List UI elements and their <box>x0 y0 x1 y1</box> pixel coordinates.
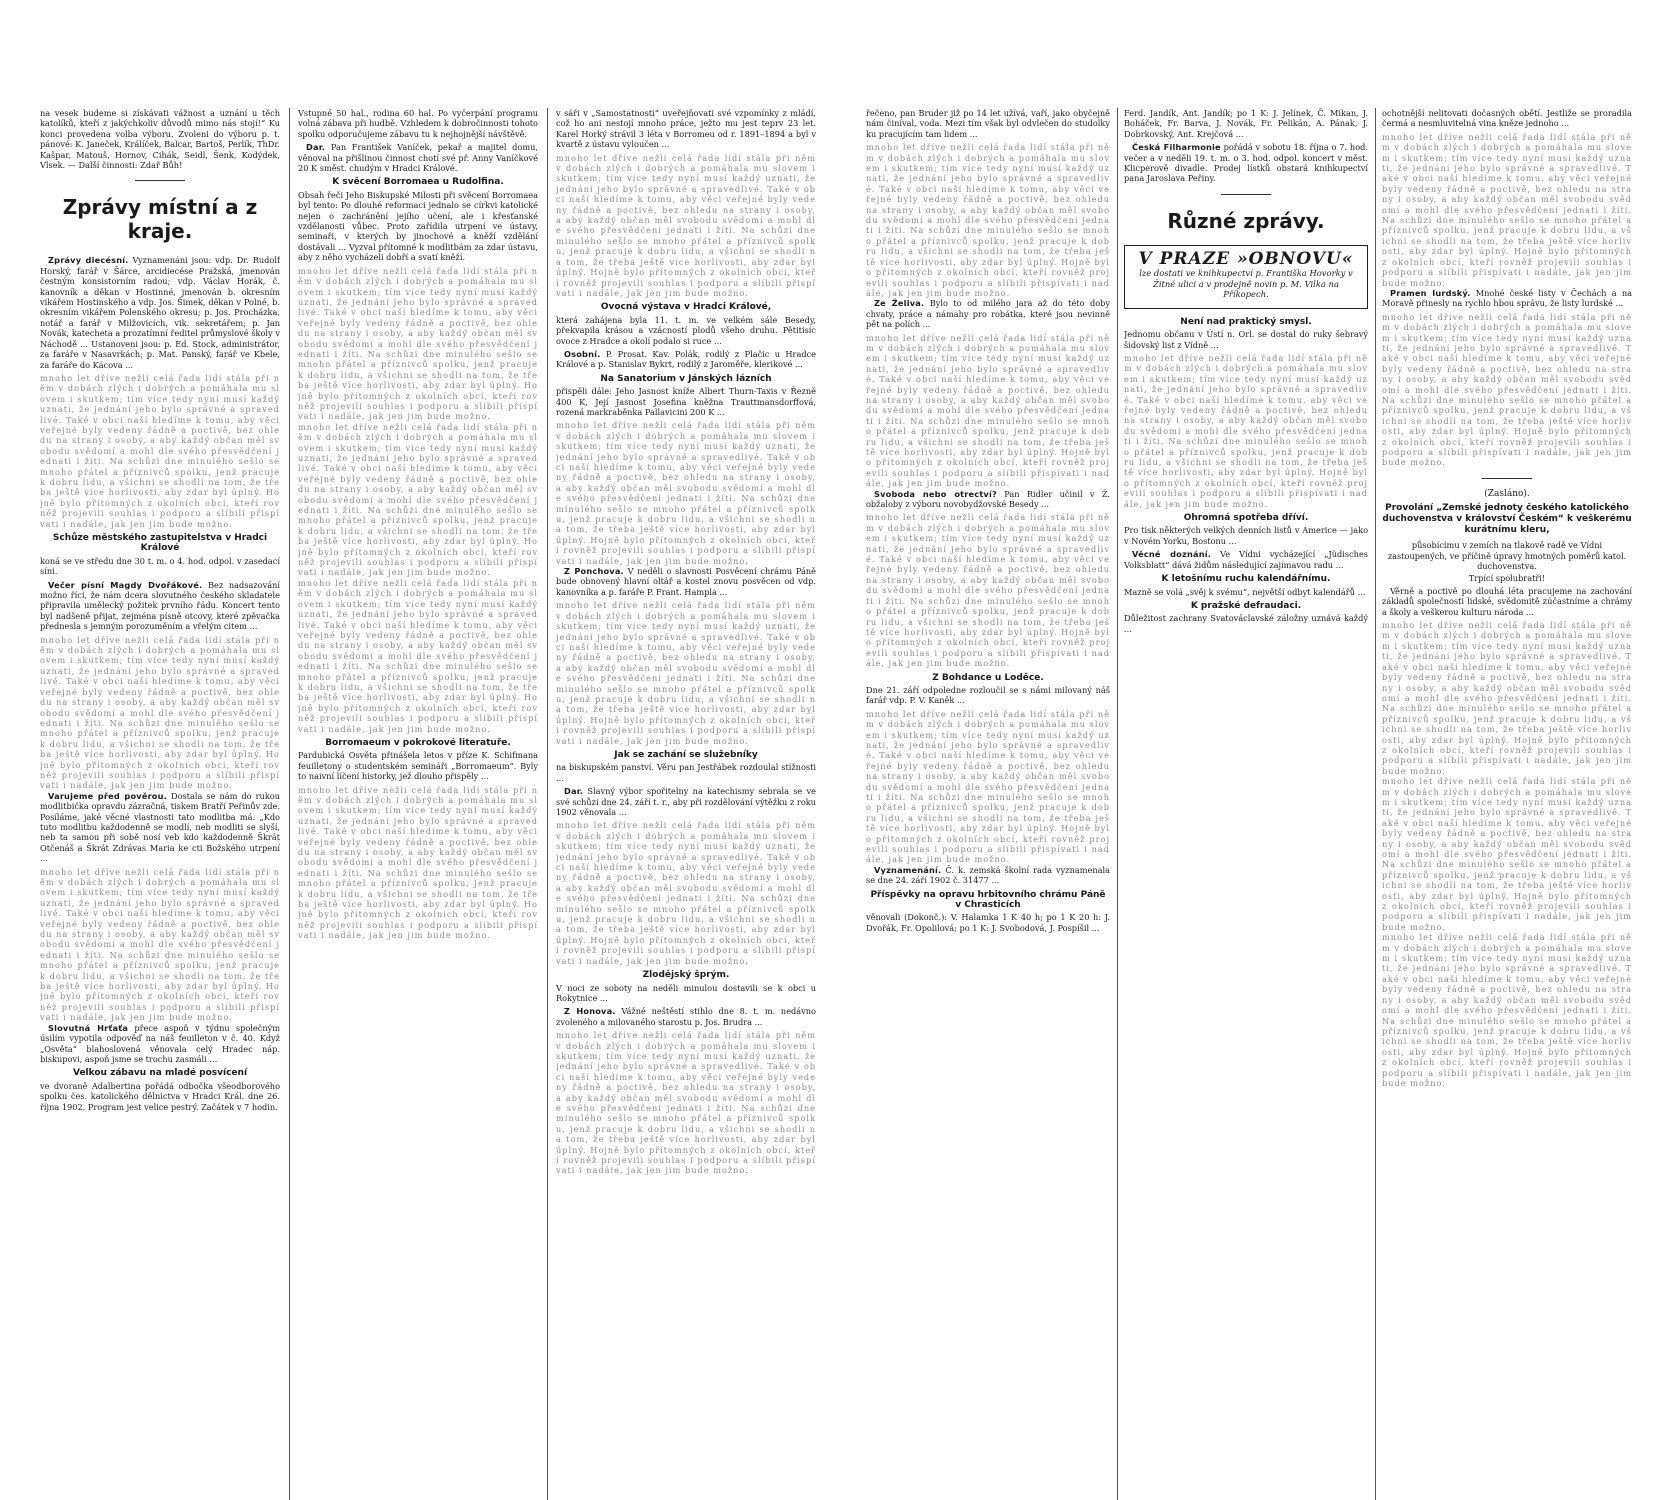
article-svoboda <box>866 489 1110 510</box>
filler-text: mnoho let dříve nežli celá řada lidí stála při něm v dobách zlých i dobrých a pomáhala mu slovem i skutkem; tím více tedy nyní musí každý uznati, že jednání jeho bylo správné a spravedlivé. Také v obci naší hledíme k tomu, aby věci veřejné byly vedeny řádně a poctivě, bez ohledu na strany i osoby, a aby každý občan měl svobodu svědomí a mohl dle svého přesvědčení jednati i žíti. Na schůzi dne minulého sešlo se mnoho přátel a příznivců spolku, jenž pracuje k dobru lidu, a všichni se shodli na tom, že třeba ještě více horlivosti, aby zdar byl úplný. Hojně bylo přítomných z okolních obcí, kteří rovněž projevili souhlas i podporu a slíbili přispívati i nadále, jak jen jim bude možno. <box>556 420 816 566</box>
column-rule <box>1117 108 1118 1500</box>
article-heading: Zprávy diecésní. <box>48 255 129 266</box>
filler-text: mnoho let dříve nežli celá řada lidí stála při něm v dobách zlých i dobrých a pomáhala mu slovem i skutkem; tím více tedy nyní musí každý uznati, že jednání jeho bylo správné a spravedlivé. Také v obci naší hledíme k tomu, aby věci veřejné byly vedeny řádně a poctivě, bez ohledu na strany i osoby, a aby každý občan měl svobodu svědomí a mohl dle svého přesvědčení jednati i žíti. Na schůzi dne minulého sešlo se mnoho přátel a příznivců spolku, jenž pracuje k dobru lidu, a všichni se shodli na tom, že třeba ještě více horlivosti, aby zdar byl úplný. Hojně bylo přítomných z okolních obcí, kteří rovněž projevili souhlas i podporu a slíbili přispívati i nadále, jak jen jim bude možno. <box>40 372 280 529</box>
article-body: V neděli o slavnosti Posvěcení chrámu Páně bude obnovený hlavní oltář a kostel znovu posvěcen od vdp. kanovníka a p. faráře P. Frant. Hampla ... <box>556 566 816 597</box>
article-heading: Večer písní Magdy Dvořákové. <box>48 579 203 590</box>
left-newspaper-page <box>40 108 816 1500</box>
article-heading: Dar. <box>564 786 584 797</box>
left-column-1 <box>40 108 280 1500</box>
article-body: P. Prosat. Kav. Polák, rodilý z Plačic u Hradce Králové a p. Stanislav Bykrt, rodilý z Jaroměře, klerikové ... <box>556 348 816 370</box>
divider <box>1221 194 1271 195</box>
article-body: pořádá v sobotu 18. října o 7. hod. večer a v neděli 19. t. m. o 3. hod. odpol. koncert v měst. Klicperově divadle. Prodej lístků obstará knihkupectví pana Jaroslava Peřiny. <box>1124 142 1368 184</box>
filler-text: mnoho let dříve nežli celá řada lidí stála při něm v dobách zlých i dobrých a pomáhala mu slovem i skutkem; tím více tedy nyní musí každý uznati, že jednání jeho bylo správné a spravedlivé. Také v obci naší hledíme k tomu, aby věci veřejné byly vedeny řádně a poctivě, bez ohledu na strany i osoby, a aby každý občan měl svobodu svědomí a mohl dle svého přesvědčení jednati i žíti. Na schůzi dne minulého sešlo se mnoho přátel a příznivců spolku, jenž pracuje k dobru lidu, a všichni se shodli na tom, že třeba ještě více horlivosti, aby zdar byl úplný. Hojně bylo přítomných z okolních obcí, kteří rovněž projevili souhlas i podporu a slíbili přispívati i nadále, jak jen jim bude možno. <box>1382 311 1632 468</box>
article-ponchova <box>556 566 816 597</box>
ad-headline: V PRAZE »OBNOVU« <box>1138 248 1354 269</box>
article-heading: Varujeme před pověrou. <box>48 790 167 801</box>
article-body: Pan František Vaníček, pekař a majitel domu, věnoval na přišlinou činnost chotí své př. Anny Vaníčkové 20 K směst. chudým v Hradci Králové. <box>298 142 538 174</box>
filler-text: mnoho let dříve nežli celá řada lidí stála při něm v dobách zlých i dobrých a pomáhala mu slovem i skutkem; tím více tedy nyní musí každý uznati, že jednání jeho bylo správné a spravedlivé. Také v obci naší hledíme k tomu, aby věci veřejné byly vedeny řádně a poctivě, bez ohledu na strany i osoby, a aby každý občan měl svobodu svědomí a mohl dle svého přesvědčení jednati i žíti. Na schůzi dne minulého sešlo se mnoho přátel a příznivců spolku, jenž pracuje k dobru lidu, a všichni se shodli na tom, že třeba ještě více horlivosti, aby zdar byl úplný. Hojně bylo přítomných z okolních obcí, kteří rovněž projevili souhlas i podporu a slíbili přispívati i nadále, jak jen jim bude možno. <box>866 332 1110 489</box>
ad-subtext: lze dostati ve knihkupectví p. Františka Hovorky v Žitné ulici a v prodejně novin p. M. Vilka na Příkopech. <box>1139 268 1353 300</box>
article-body: Důležitost zachrany Svatováclavské záložny uznává každý ... <box>1124 613 1368 634</box>
article-dar2 <box>556 786 816 817</box>
article-body: přece aspoň v týdnu společným úsilím vypotila odpověď na náš feuilleton v č. 40. Když „Osvěta“ blahoslovená věnovala celý Hradec náp. biskupovi, aspoň jsme se trochu zasmáli ... <box>40 1022 280 1064</box>
filler-text: mnoho let dříve nežli celá řada lidí stála při něm v dobách zlých i dobrých a pomáhala mu slovem i skutkem; tím více tedy nyní musí každý uznati, že jednání jeho bylo správné a spravedlivé. Také v obci naší hledíme k tomu, aby věci veřejné byly vedeny řádně a poctivě, bez ohledu na strany i osoby, a aby každý občan měl svobodu svědomí a mohl dle svého přesvědčení jednati i žíti. Na schůzi dne minulého sešlo se mnoho přátel a příznivců spolku, jenž pracuje k dobru lidu, a všichni se shodli na tom, že třeba ještě více horlivosti, aby zdar byl úplný. Hojně bylo přítomných z okolních obcí, kteří rovněž projevili souhlas i podporu a slíbili přispívati i nadále, jak jen jim bude možno. <box>556 1030 816 1176</box>
article-heading: Příspěvky na opravu hrbitovního chrámu Páně v Chrasticích <box>870 889 1106 911</box>
article-varujeme <box>40 791 280 864</box>
article-body: která zahájena byla 11. t. m. ve velkém sále Besedy, překvapila krásou a vzácností plodů všeho druhu. Pětitisíc ovoce z Hradce a okolí podalo si ruce ... <box>556 314 816 346</box>
article-body: Mazně se volá „svěj k svému“, největší odbyt kalendářů ... <box>1124 586 1366 597</box>
article-body: věnovali (Dokonč.): V. Halamka 1 K 40 h; po 1 K 20 h: J. Dvořák, Fr. Opolilová; po 1 K: J. Svobodová, J. Pospíšil ... <box>866 912 1110 933</box>
article-body: Slavný výbor spořitelny na katechismy sebrala se ve své schůzi dne 24. září t. r., aby při rozdělování výtěžku z roku 1902 věnovala ... <box>556 786 816 817</box>
filler-text: mnoho let dříve nežli celá řada lidí stála při něm v dobách zlých i dobrých a pomáhala mu slovem i skutkem; tím více tedy nyní musí každý uznati, že jednání jeho bylo správné a spravedlivé. Také v obci naší hledíme k tomu, aby věci veřejné byly vedeny řádně a poctivě, bez ohledu na strany i osoby, a aby každý občan měl svobodu svědomí a mohl dle svého přesvědčení jednati i žíti. Na schůzi dne minulého sešlo se mnoho přátel a příznivců spolku, jenž pracuje k dobru lidu, a všichni se shodli na tom, že třeba ještě více horlivosti, aby zdar byl úplný. Hojně bylo přítomných z okolních obcí, kteří rovněž projevili souhlas i podporu a slíbili přispívati i nadále, jak jen jim bude možno. <box>298 265 538 422</box>
filler-text: mnoho let dříve nežli celá řada lidí stála při něm v dobách zlých i dobrých a pomáhala mu slovem i skutkem; tím více tedy nyní musí každý uznati, že jednání jeho bylo správné a spravedlivé. Také v obci naší hledíme k tomu, aby věci veřejné byly vedeny řádně a poctivě, bez ohledu na strany i osoby, a aby každý občan měl svobodu svědomí a mohl dle svého přesvědčení jednati i žíti. Na schůzi dne minulého sešlo se mnoho přátel a příznivců spolku, jenž pracuje k dobru lidu, a všichni se shodli na tom, že třeba ještě více horlivosti, aby zdar byl úplný. Hojně bylo přítomných z okolních obcí, kteří rovněž projevili souhlas i podporu a slíbili přispívati i nadále, jak jen jim bude možno. <box>298 577 538 734</box>
section-title-various-news: Různé zprávy. <box>1167 208 1325 233</box>
article-vyznamenani <box>866 865 1110 886</box>
article-body: Obsah řeči Jeho Biskupské Milosti při svěcení Borromaea byl tento: Po dlouhé reformaci jednalo se církvi katolické nejen o zachránění jejího učení, ale i křesťanské vzdělanosti vůbec. Proto zařídila utrpení ve ústavy, seminaři, v kterých by jinochové a kněží vzdělání dostávali ... Vyzval přítomné k modlitbám za zdar ústavu, aby z něho vycházeli dobří a svatí kněží. <box>298 189 538 263</box>
article-body: Pan Ridler učinil v Ž. obžaloby z výboru novobydžovské Besedy ... <box>866 488 1110 510</box>
col-lead-text: Vstupné 50 hal., rodina 60 hal. Po vyčerpání programu volná zábava při hudbě. Vzhledem k dobročinnosti tohoto spolku odporučujeme zábavu tu k nejhojnější návštěvě. <box>298 108 538 139</box>
filler-text: mnoho let dříve nežli celá řada lidí stála při něm v dobách zlých i dobrých a pomáhala mu slovem i skutkem; tím více tedy nyní musí každý uznati, že jednání jeho bylo správné a spravedlivé. Také v obci naší hledíme k tomu, aby věci veřejné byly vedeny řádně a poctivě, bez ohledu na strany i osoby, a aby každý občan měl svobodu svědomí a mohl dle svého přesvědčení jednati i žíti. Na schůzi dne minulého sešlo se mnoho přátel a příznivců spolku, jenž pracuje k dobru lidu, a všichni se shodli na tom, že třeba ještě více horlivosti, aby zdar byl úplný. Hojně bylo přítomných z okolních obcí, kteří rovněž projevili souhlas i podporu a slíbili přispívati i nadále, jak jen jim bude možno. <box>298 784 538 941</box>
article-heading: Dar. <box>306 142 326 153</box>
article-heading: K letošnímu ruchu kalendářnímu. <box>1161 574 1331 585</box>
divider <box>135 180 185 181</box>
column-rule <box>289 108 290 1500</box>
article-body: Vyznamenáni jsou: vdp. Dr. Rudolf Horský, farář v Šárce, arcidiecése Pražská, jmenován čestným konsistorním radou; vdp. Václav Horák, č. kanovník a děkan v Hostinné, jmenován b. okresním vikářem Hostinského a vdp. Jos. Šimek, děkan v Polné, b. okresním vikářem Polenského okresu; p. Jos. Procházka, notář a farář v Milžovicích, vik. sekretářem; p. Jan Novák, katecheta a prozatímní ředitel průmyslové školy v Náchodě ... Ustanoveni jsou: p. Ed. Stock, administrátor, za faráře v Nasavrkách; p. Mat. Panský, farář ve Kbele, za faráře do Kácova ... <box>40 255 280 370</box>
article-body: V noci ze soboty na neděli minulou dostavili se k obci u Rokytnice ... <box>556 982 816 1003</box>
article-heading: Ohromná spotřeba dříví. <box>1183 513 1309 524</box>
filler-text: mnoho let dříve nežli celá řada lidí stála při něm v dobách zlých i dobrých a pomáhala mu slovem i skutkem; tím více tedy nyní musí každý uznati, že jednání jeho bylo správné a spravedlivé. Také v obci naší hledíme k tomu, aby věci veřejné byly vedeny řádně a poctivě, bez ohledu na strany i osoby, a aby každý občan měl svobodu svědomí a mohl dle svého přesvědčení jednati i žíti. Na schůzi dne minulého sešlo se mnoho přátel a příznivců spolku, jenž pracuje k dobru lidu, a všichni se shodli na tom, že třeba ještě více horlivosti, aby zdar byl úplný. Hojně bylo přítomných z okolních obcí, kteří rovněž projevili souhlas i podporu a slíbili přispívati i nadále, jak jen jim bude možno. <box>866 142 1110 298</box>
article-heading: Zlodějský šprým. <box>642 970 730 981</box>
article-heading: Z Honova. <box>564 1006 616 1017</box>
filler-text: mnoho let dříve nežli celá řada lidí stála při něm v dobách zlých i dobrých a pomáhala mu slovem i skutkem; tím více tedy nyní musí každý uznati, že jednání jeho bylo správné a spravedlivé. Také v obci naší hledíme k tomu, aby věci veřejné byly vedeny řádně a poctivě, bez ohledu na strany i osoby, a aby každý občan měl svobodu svědomí a mohl dle svého přesvědčení jednati i žíti. Na schůzi dne minulého sešlo se mnoho přátel a příznivců spolku, jenž pracuje k dobru lidu, a všichni se shodli na tom, že třeba ještě více horlivosti, aby zdar byl úplný. Hojně bylo přítomných z okolních obcí, kteří rovněž projevili souhlas i podporu a slíbili přispívati i nadále, jak jen jim bude možno. <box>40 866 280 1023</box>
filler-text: mnoho let dříve nežli celá řada lidí stála při něm v dobách zlých i dobrých a pomáhala mu slovem i skutkem; tím více tedy nyní musí každý uznati, že jednání jeho bylo správné a spravedlivé. Také v obci naší hledíme k tomu, aby věci veřejné byly vedeny řádně a poctivě, bez ohledu na strany i osoby, a aby každý občan měl svobodu svědomí a mohl dle svého přesvědčení jednati i žíti. Na schůzi dne minulého sešlo se mnoho přátel a příznivců spolku, jenž pracuje k dobru lidu, a všichni se shodli na tom, že třeba ještě více horlivosti, aby zdar byl úplný. Hojně bylo přítomných z okolních obcí, kteří rovněž projevili souhlas i podporu a slíbili přispívati i nadále, jak jen jim bude možno. <box>556 820 816 966</box>
article-heading: Na Sanatorium v Jánských lázních <box>600 373 772 384</box>
article-body: ve dvoraně Adalbertina pořádá odbočka všeodborového spolku čes. katolického dělnictva v Hradci Král. dne 26. října 1902. Program jest velice pestrý. Začátek v 7 hodin. <box>40 1080 280 1112</box>
article-body: přispěli dále: Jeho Jasnost kníže Albert Thurn-Taxis v Řezně 400 K, Její Jasnost Josefina kněžna Trauttmansdorffová, rozená markraběnka Pallavicini 200 K ... <box>556 386 816 417</box>
left-column-2 <box>298 108 538 1500</box>
filler-text: mnoho let dříve nežli celá řada lidí stála při něm v dobách zlých i dobrých a pomáhala mu slovem i skutkem; tím více tedy nyní musí každý uznati, že jednání jeho bylo správné a spravedlivé. Také v obci naší hledíme k tomu, aby věci veřejné byly vedeny řádně a poctivě, bez ohledu na strany i osoby, a aby každý občan měl svobodu svědomí a mohl dle svého přesvědčení jednati i žíti. Na schůzi dne minulého sešlo se mnoho přátel a příznivců spolku, jenž pracuje k dobru lidu, a všichni se shodli na tom, že třeba ještě více horlivosti, aby zdar byl úplný. Hojně bylo přítomných z okolních obcí, kteří rovněž projevili souhlas i podporu a slíbili přispívati i nadále, jak jen jim bude možno. <box>556 600 816 746</box>
filler-text: mnoho let dříve nežli celá řada lidí stála při něm v dobách zlých i dobrých a pomáhala mu slovem i skutkem; tím více tedy nyní musí každý uznati, že jednání jeho bylo správné a spravedlivé. Také v obci naší hledíme k tomu, aby věci veřejné byly vedeny řádně a poctivě, bez ohledu na strany i osoby, a aby každý občan měl svobodu svědomí a mohl dle svého přesvědčení jednati i žíti. Na schůzi dne minulého sešlo se mnoho přátel a příznivců spolku, jenž pracuje k dobru lidu, a všichni se shodli na tom, že třeba ještě více horlivosti, aby zdar byl úplný. Hojně bylo přítomných z okolních obcí, kteří rovněž projevili souhlas i podporu a slíbili přispívati i nadále, jak jen jim bude možno. <box>1382 620 1632 776</box>
column-rule <box>547 108 548 1500</box>
article-body: Ve Vídni vycházející „Jüdisches Volksblatt“ dává židům následující zajímavou radu ... <box>1124 549 1368 570</box>
filler-text: mnoho let dříve nežli celá řada lidí stála při něm v dobách zlých i dobrých a pomáhala mu slovem i skutkem; tím více tedy nyní musí každý uznati, že jednání jeho bylo správné a spravedlivé. Také v obci naší hledíme k tomu, aby věci veřejné byly vedeny řádně a poctivě, bez ohledu na strany i osoby, a aby každý občan měl svobodu svědomí a mohl dle svého přesvědčení jednati i žíti. Na schůzi dne minulého sešlo se mnoho přátel a příznivců spolku, jenž pracuje k dobru lidu, a všichni se shodli na tom, že třeba ještě více horlivosti, aby zdar byl úplný. Hojně bylo přítomných z okolních obcí, kteří rovněž projevili souhlas i podporu a slíbili přispívati i nadále, jak jen jim bude možno. <box>866 708 1110 865</box>
article-heading: Slovutná Hrťaťa <box>48 1022 129 1033</box>
article-heading: Svoboda nebo otrectví? <box>874 488 997 499</box>
article-heading: Česká Filharmonie <box>1132 142 1221 153</box>
filler-text: mnoho let dříve nežli celá řada lidí stála při něm v dobách zlých i dobrých a pomáhala mu slovem i skutkem; tím více tedy nyní musí každý uznati, že jednání jeho bylo správné a spravedlivé. Také v obci naší hledíme k tomu, aby věci veřejné byly vedeny řádně a poctivě, bez ohledu na strany i osoby, a aby každý občan měl svobodu svědomí a mohl dle svého přesvědčení jednati i žíti. Na schůzi dne minulého sešlo se mnoho přátel a příznivců spolku, jenž pracuje k dobru lidu, a všichni se shodli na tom, že třeba ještě více horlivosti, aby zdar byl úplný. Hojně bylo přítomných z okolních obcí, kteří rovněž projevili souhlas i podporu a slíbili přispívati i nadále, jak jen jim bude možno. <box>298 421 538 578</box>
divider <box>1482 478 1532 479</box>
article-body: Vážné neštěstí stihlo dne 8. t. m. nedávno zvoleného a milovaného starostu p. Jos. Brudra ... <box>556 1006 816 1027</box>
article-honova <box>556 1006 816 1027</box>
article-heading: Vyznamenání. <box>874 864 942 875</box>
article-zelivy <box>866 298 1110 329</box>
advertisement-box <box>1124 245 1368 309</box>
article-heading: Velkou zábavu na mladé posvícení <box>72 1068 248 1079</box>
article-heading: Z Bohdance u Loděce. <box>932 672 1044 683</box>
right-column-1 <box>866 108 1110 1500</box>
article-heading: Jak se zachání se služebníky <box>614 749 758 760</box>
proclamation-subtitle: působícímu v zemích na tlakově radě ve Vídni zastoupených, ve příčině úpravy hmotných poměrů katol. duchovenstva. <box>1387 540 1627 572</box>
article-heading: Pramen lurdský. <box>1390 287 1471 298</box>
section-title-local-news: Zprávy místní a z kraje. <box>62 195 258 244</box>
article-heading: Z Ponchova. <box>564 566 624 577</box>
article-dar <box>298 142 538 173</box>
article-heading: K svěcení Borromaea u Rudolfina. <box>332 177 504 188</box>
article-heading: Ze Želiva. <box>874 298 925 309</box>
filler-text: mnoho let dříve nežli celá řada lidí stála při něm v dobách zlých i dobrých a pomáhala mu slovem i skutkem; tím více tedy nyní musí každý uznati, že jednání jeho bylo správné a spravedlivé. Také v obci naší hledíme k tomu, aby věci veřejné byly vedeny řádně a poctivě, bez ohledu na strany i osoby, a aby každý občan měl svobodu svědomí a mohl dle svého přesvědčení jednati i žíti. Na schůzi dne minulého sešlo se mnoho přátel a příznivců spolku, jenž pracuje k dobru lidu, a všichni se shodli na tom, že třeba ještě více horlivosti, aby zdar byl úplný. Hojně bylo přítomných z okolních obcí, kteří rovněž projevili souhlas i podporu a slíbili přispívati i nadále, jak jen jim bude možno. <box>1124 352 1368 509</box>
article-body: Dostala se nám do rukou modlitbička opravdu zázračná, tiskem Bratří Peřinův zde. Posíláme, jaké věcné vlastnosti tato modlitba má. „Kdo tuto modlitbu každodenně se modlí, neb modliti se slyší, neb ta samou při sobě nosí veb kdo každodenně Škrát Otčenáš a Škrát Zdrávas Maria ke cti Božského utrpení ... <box>40 790 280 864</box>
article-heading: Věcné doznání. <box>1132 549 1212 560</box>
filler-text: mnoho let dříve nežli celá řada lidí stála při něm v dobách zlých i dobrých a pomáhala mu slovem i skutkem; tím více tedy nyní musí každý uznati, že jednání jeho bylo správné a spravedlivé. Také v obci naší hledíme k tomu, aby věci veřejné byly vedeny řádně a poctivě, bez ohledu na strany i osoby, a aby každý občan měl svobodu svědomí a mohl dle svého přesvědčení jednati i žíti. Na schůzi dne minulého sešlo se mnoho přátel a příznivců spolku, jenž pracuje k dobru lidu, a všichni se shodli na tom, že třeba ještě více horlivosti, aby zdar byl úplný. Hojně bylo přítomných z okolních obcí, kteří rovněž projevili souhlas i podporu a slíbili přispívati i nadále, jak jen jim bude možno. <box>556 152 816 298</box>
filler-text: mnoho let dříve nežli celá řada lidí stála při něm v dobách zlých i dobrých a pomáhala mu slovem i skutkem; tím více tedy nyní musí každý uznati, že jednání jeho bylo správné a spravedlivé. Také v obci naší hledíme k tomu, aby věci veřejné byly vedeny řádně a poctivě, bez ohledu na strany i osoby, a aby každý občan měl svobodu svědomí a mohl dle svého přesvědčení jednati i žíti. Na schůzi dne minulého sešlo se mnoho přátel a příznivců spolku, jenž pracuje k dobru lidu, a všichni se shodli na tom, že třeba ještě více horlivosti, aby zdar byl úplný. Hojně bylo přítomných z okolních obcí, kteří rovněž projevili souhlas i podporu a slíbili přispívati i nadále, jak jen jim bude možno. <box>1382 131 1632 288</box>
filler-text: mnoho let dříve nežli celá řada lidí stála při něm v dobách zlých i dobrých a pomáhala mu slovem i skutkem; tím více tedy nyní musí každý uznati, že jednání jeho bylo správné a spravedlivé. Také v obci naší hledíme k tomu, aby věci veřejné byly vedeny řádně a poctivě, bez ohledu na strany i osoby, a aby každý občan měl svobodu svědomí a mohl dle svého přesvědčení jednati i žíti. Na schůzi dne minulého sešlo se mnoho přátel a příznivců spolku, jenž pracuje k dobru lidu, a všichni se shodli na tom, že třeba ještě více horlivosti, aby zdar byl úplný. Hojně bylo přítomných z okolních obcí, kteří rovněž projevili souhlas i podporu a slíbili přispívati i nadále, jak jen jim bude možno. <box>1382 932 1632 1088</box>
col-lead-text: Ferd. Jandík, Ant. Jandík; po 1 K: J. Jelínek, Č. Mikan, J. Boháček, Fr. Barva, J. Novák, Fr. Pelikán, A. Pának, J. Dobrkovský, Ant. Krejčová ... <box>1124 108 1368 139</box>
article-body: Bez nadsazování možno říci, že nám dcera slovutného českého skladatele připravila umělecký požitek prvního řádu. Koncert tento byl nadšeně přijat, zejména písně otcovy, které zpěvačka přednesla s jemným porozuměním a vřelým citem ... <box>40 579 280 632</box>
article-body: Pro tisk některých velkých denních listů v Americe — jako v Novém Yorku, Bostonu ... <box>1124 525 1368 546</box>
article-heading: Osobní. <box>564 348 601 359</box>
filler-text: mnoho let dříve nežli celá řada lidí stála při něm v dobách zlých i dobrých a pomáhala mu slovem i skutkem; tím více tedy nyní musí každý uznati, že jednání jeho bylo správné a spravedlivé. Také v obci naší hledíme k tomu, aby věci veřejné byly vedeny řádně a poctivě, bez ohledu na strany i osoby, a aby každý občan měl svobodu svědomí a mohl dle svého přesvědčení jednati i žíti. Na schůzi dne minulého sešlo se mnoho přátel a příznivců spolku, jenž pracuje k dobru lidu, a všichni se shodli na tom, že třeba ještě více horlivosti, aby zdar byl úplný. Hojně bylo přítomných z okolních obcí, kteří rovněž projevili souhlas i podporu a slíbili přispívati i nadále, jak jen jim bude možno. <box>40 634 280 791</box>
article-heading: K pražské defraudaci. <box>1190 600 1302 611</box>
article-heading: Ovocná výstava v Hradci Králové, <box>600 302 772 313</box>
article-body: Dne 21. září odpoledne rozloučil se s námi milovaný náš farář vdp. P. V. Kaněk ... <box>866 684 1110 706</box>
zaslano-label: (Zasláno). <box>1484 488 1530 499</box>
filler-text: mnoho let dříve nežli celá řada lidí stála při něm v dobách zlých i dobrých a pomáhala mu slovem i skutkem; tím více tedy nyní musí každý uznati, že jednání jeho bylo správné a spravedlivé. Také v obci naší hledíme k tomu, aby věci veřejné byly vedeny řádně a poctivě, bez ohledu na strany i osoby, a aby každý občan měl svobodu svědomí a mohl dle svého přesvědčení jednati i žíti. Na schůzi dne minulého sešlo se mnoho přátel a příznivců spolku, jenž pracuje k dobru lidu, a všichni se shodli na tom, že třeba ještě více horlivosti, aby zdar byl úplný. Hojně bylo přítomných z okolních obcí, kteří rovněž projevili souhlas i podporu a slíbili přispívati i nadále, jak jen jim bude možno. <box>866 512 1110 669</box>
article-body: Mnohé české listy v Čechách a na Moravě přinesly na rychlo hbou správu, že listy lurdské ... <box>1382 287 1632 309</box>
article-heading: Borromaeum v pokrokové literatuře. <box>325 737 511 748</box>
article-body: Jednomu občanu v Ústí n. Orl. se dostal do ruky šebravý šidovský list z Vídně ... <box>1124 329 1368 350</box>
article-heading: Schůze městského zastupitelstva v Hradci Králové <box>52 533 268 554</box>
right-column-3 <box>1382 108 1632 1500</box>
article-pramen <box>1382 288 1632 309</box>
article-body: Č. k. zemská školní rada vyznamenala se dne 24. září 1902 č. 31477 ... <box>866 864 1110 886</box>
right-newspaper-page <box>866 108 1632 1500</box>
article-body: Bylo to od milého jara až do této doby chvaty, práce a námahy pro robátka, které jsou nevinně pět na polích ... <box>866 298 1110 330</box>
col-intro-text: na vesek budeme si získávati vážnost a uznání u těch katolíků, kteří z jakýchkoliv důvodů mimo nás stojí!“ Ku konci provedena volba výboru. Zvoleni do výboru p. t. pánové: K. Janeček, Králíček, Balcar, Bartoš, Perlík, ThDr. Kašpar, Matouš, Hornov, Cihák, Seidl, Šenk, Kodýdek, Vlsek. — Další činnosti: Zdař Bůh! <box>40 108 280 171</box>
article-osobni <box>556 349 816 370</box>
proclamation-salutation: Trpící spolubratři! <box>1468 573 1546 584</box>
col-lead-text: řečeno, pan Bruder již po 14 let užívá, vaří, jako obyčejně nám činíval, voda. Mezi tím však byl odvlečen do studolky ku pracujícím tam lidem ... <box>866 108 1110 139</box>
filler-text: mnoho let dříve nežli celá řada lidí stála při něm v dobách zlých i dobrých a pomáhala mu slovem i skutkem; tím více tedy nyní musí každý uznati, že jednání jeho bylo správné a spravedlivé. Také v obci naší hledíme k tomu, aby věci veřejné byly vedeny řádně a poctivě, bez ohledu na strany i osoby, a aby každý občan měl svobodu svědomí a mohl dle svého přesvědčení jednati i žíti. Na schůzi dne minulého sešlo se mnoho přátel a příznivců spolku, jenž pracuje k dobru lidu, a všichni se shodli na tom, že třeba ještě více horlivosti, aby zdar byl úplný. Hojně bylo přítomných z okolních obcí, kteří rovněž projevili souhlas i podporu a slíbili přispívati i nadále, jak jen jim bude možno. <box>1382 776 1632 932</box>
right-column-2 <box>1124 108 1368 1500</box>
article-diecesni <box>40 255 280 369</box>
col-lead-text: v sáři v „Samostatnosti“ uveřejňovati své vzpomínky z mládí, což ho ani nestojí mnoho práce, ježto mu jest teprv 23 let. Karel Horký strávil 3 léta v Borromeu od r. 1891–1894 a byl v kvartě z ústavu vyloučen ... <box>556 108 816 150</box>
col-lead-text: ochotnější nelitovati dočasných obětí. Jestliže se proradila čermá a nesmluvitelná vina kněze jednoho ... <box>1382 108 1632 129</box>
article-slovutna <box>40 1023 280 1065</box>
article-vecne <box>1124 549 1368 570</box>
left-column-3 <box>556 108 816 1500</box>
proclamation-body: Věrně a poctivě po dlouhá léta pracujeme na zachování základů společnosti lidské, svědomitě zúčastníme a chrámy a školy a veškerou kulturu národa ... <box>1382 585 1632 617</box>
column-rule <box>1375 108 1376 1500</box>
proclamation-title: Provolání „Zemské jednoty českého katolického duchovenstva v království Českém“ k veškerému kurátnímu kleru, <box>1382 503 1632 536</box>
article-body: na biskupském panství. Věru pan Jestřábek rozdoulal stížnosti ... <box>556 762 816 783</box>
article-heading: Není nad praktický smysl. <box>1180 316 1312 327</box>
article-body: koná se ve středu dne 30 t. m. o 4. hod. odpol. v zasedací síni. <box>40 555 280 577</box>
article-filharmonie <box>1124 142 1368 184</box>
article-body: Pardubická Osvěta přinášela letos v příze K. Schifmana feuilletony o studentském semináři „Borromaeum“. Byly to naivní líčení historky, jež dlouho přispěly ... <box>298 750 538 782</box>
article-vecer <box>40 580 280 632</box>
